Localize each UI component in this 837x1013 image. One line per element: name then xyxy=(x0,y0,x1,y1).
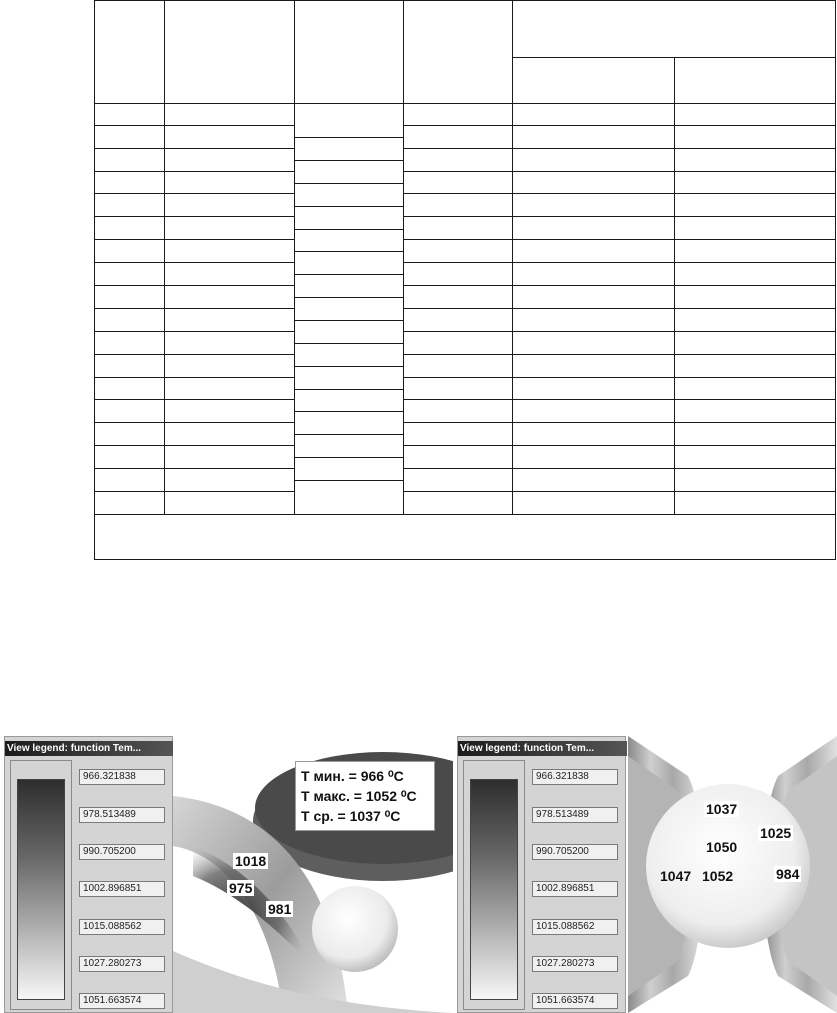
table-border-left xyxy=(94,0,95,560)
legend-color-scale xyxy=(17,779,65,1000)
temperature-label: 981 xyxy=(268,901,292,917)
table-row-line xyxy=(403,239,836,240)
table-row-line-offset xyxy=(294,434,403,435)
table-row-line xyxy=(403,377,836,378)
table-row-line-offset xyxy=(294,389,403,390)
empty-data-table xyxy=(94,0,836,560)
legend-value: 1051.663574 xyxy=(79,993,165,1009)
table-row-line-offset xyxy=(294,274,403,275)
temperature-label: 1018 xyxy=(235,853,267,869)
temperature-label: 1047 xyxy=(660,868,692,884)
table-row-line-offset xyxy=(294,297,403,298)
table-row-line xyxy=(94,171,294,172)
table-row-line xyxy=(94,445,294,446)
table-row-line xyxy=(403,445,836,446)
table-row-line xyxy=(403,468,836,469)
table-row-line xyxy=(403,148,836,149)
legend-panel-left[interactable] xyxy=(4,736,173,1013)
table-row-line-offset xyxy=(294,251,403,252)
legend-value: 1015.088562 xyxy=(79,919,165,935)
table-row-line xyxy=(94,399,294,400)
legend-value: 1015.088562 xyxy=(532,919,618,935)
table-footer-line xyxy=(94,514,836,515)
table-row-line xyxy=(403,422,836,423)
temperature-label: 975 xyxy=(229,880,253,896)
table-row-line xyxy=(94,468,294,469)
temperature-label: 984 xyxy=(776,866,800,882)
table-row-line xyxy=(94,239,294,240)
table-row-line-offset xyxy=(294,137,403,138)
table-row-line xyxy=(94,422,294,423)
legend-value: 978.513489 xyxy=(79,807,165,823)
legend-value: 1051.663574 xyxy=(532,993,618,1009)
table-row-line xyxy=(403,216,836,217)
table-border-right xyxy=(835,0,836,560)
table-row-line xyxy=(94,262,294,263)
table-row-line xyxy=(94,354,294,355)
table-border-top xyxy=(94,0,836,1)
table-row-line xyxy=(403,354,836,355)
table-border-bottom xyxy=(94,559,836,560)
table-row-line xyxy=(403,331,836,332)
temperature-label: 1052 xyxy=(702,868,734,884)
legend-title[interactable]: View legend: function Tem... xyxy=(5,741,174,756)
table-row-line xyxy=(94,125,294,126)
table-row-line xyxy=(403,193,836,194)
legend-value: 990.705200 xyxy=(79,844,165,860)
temp-avg-label: T ср. = 1037 ⁰C xyxy=(301,808,401,824)
table-row-line xyxy=(94,148,294,149)
table-row-line-offset xyxy=(294,229,403,230)
legend-value: 1027.280273 xyxy=(532,956,618,972)
table-row-line xyxy=(94,377,294,378)
temperature-label: 1037 xyxy=(706,801,738,817)
table-row-line-offset xyxy=(294,480,403,481)
legend-value: 1027.280273 xyxy=(79,956,165,972)
table-row-line xyxy=(94,331,294,332)
legend-value: 1002.896851 xyxy=(79,881,165,897)
legend-value: 966.321838 xyxy=(532,769,618,785)
table-row-line-offset xyxy=(294,320,403,321)
table-row-line xyxy=(94,308,294,309)
temp-max-label: T макс. = 1052 ⁰C xyxy=(301,788,417,804)
table-row-line xyxy=(403,491,836,492)
temperature-render-left xyxy=(173,736,453,1013)
table-row-line xyxy=(94,216,294,217)
table-row-line-offset xyxy=(294,183,403,184)
table-row-line xyxy=(94,491,294,492)
table-row-line xyxy=(94,193,294,194)
legend-value: 978.513489 xyxy=(532,807,618,823)
table-row-line-offset xyxy=(294,206,403,207)
legend-value: 990.705200 xyxy=(532,844,618,860)
temperature-label: 1025 xyxy=(760,825,792,841)
table-header-bottom xyxy=(94,103,836,104)
table-col-divider xyxy=(512,0,513,514)
table-header-split xyxy=(512,57,836,58)
table-row-line xyxy=(403,125,836,126)
table-col-divider xyxy=(164,0,165,514)
temperature-render-right xyxy=(628,736,837,1013)
table-row-line xyxy=(403,262,836,263)
table-row-line-offset xyxy=(294,343,403,344)
temperature-stats-box xyxy=(295,761,435,831)
table-row-line xyxy=(403,399,836,400)
temperature-label: 1050 xyxy=(706,839,738,855)
table-row-line xyxy=(403,308,836,309)
table-col-divider xyxy=(403,0,404,514)
table-row-line xyxy=(403,285,836,286)
legend-value: 966.321838 xyxy=(79,769,165,785)
legend-value: 1002.896851 xyxy=(532,881,618,897)
legend-panel-right[interactable] xyxy=(457,736,626,1013)
table-col-divider xyxy=(294,0,295,514)
legend-color-scale xyxy=(470,779,518,1000)
table-row-line-offset xyxy=(294,160,403,161)
table-row-line-offset xyxy=(294,411,403,412)
table-row-line xyxy=(403,171,836,172)
temp-min-label: T мин. = 966 ⁰C xyxy=(301,768,404,784)
table-row-line-offset xyxy=(294,457,403,458)
table-row-line-offset xyxy=(294,366,403,367)
table-row-line xyxy=(94,285,294,286)
legend-title[interactable]: View legend: function Tem... xyxy=(458,741,627,756)
